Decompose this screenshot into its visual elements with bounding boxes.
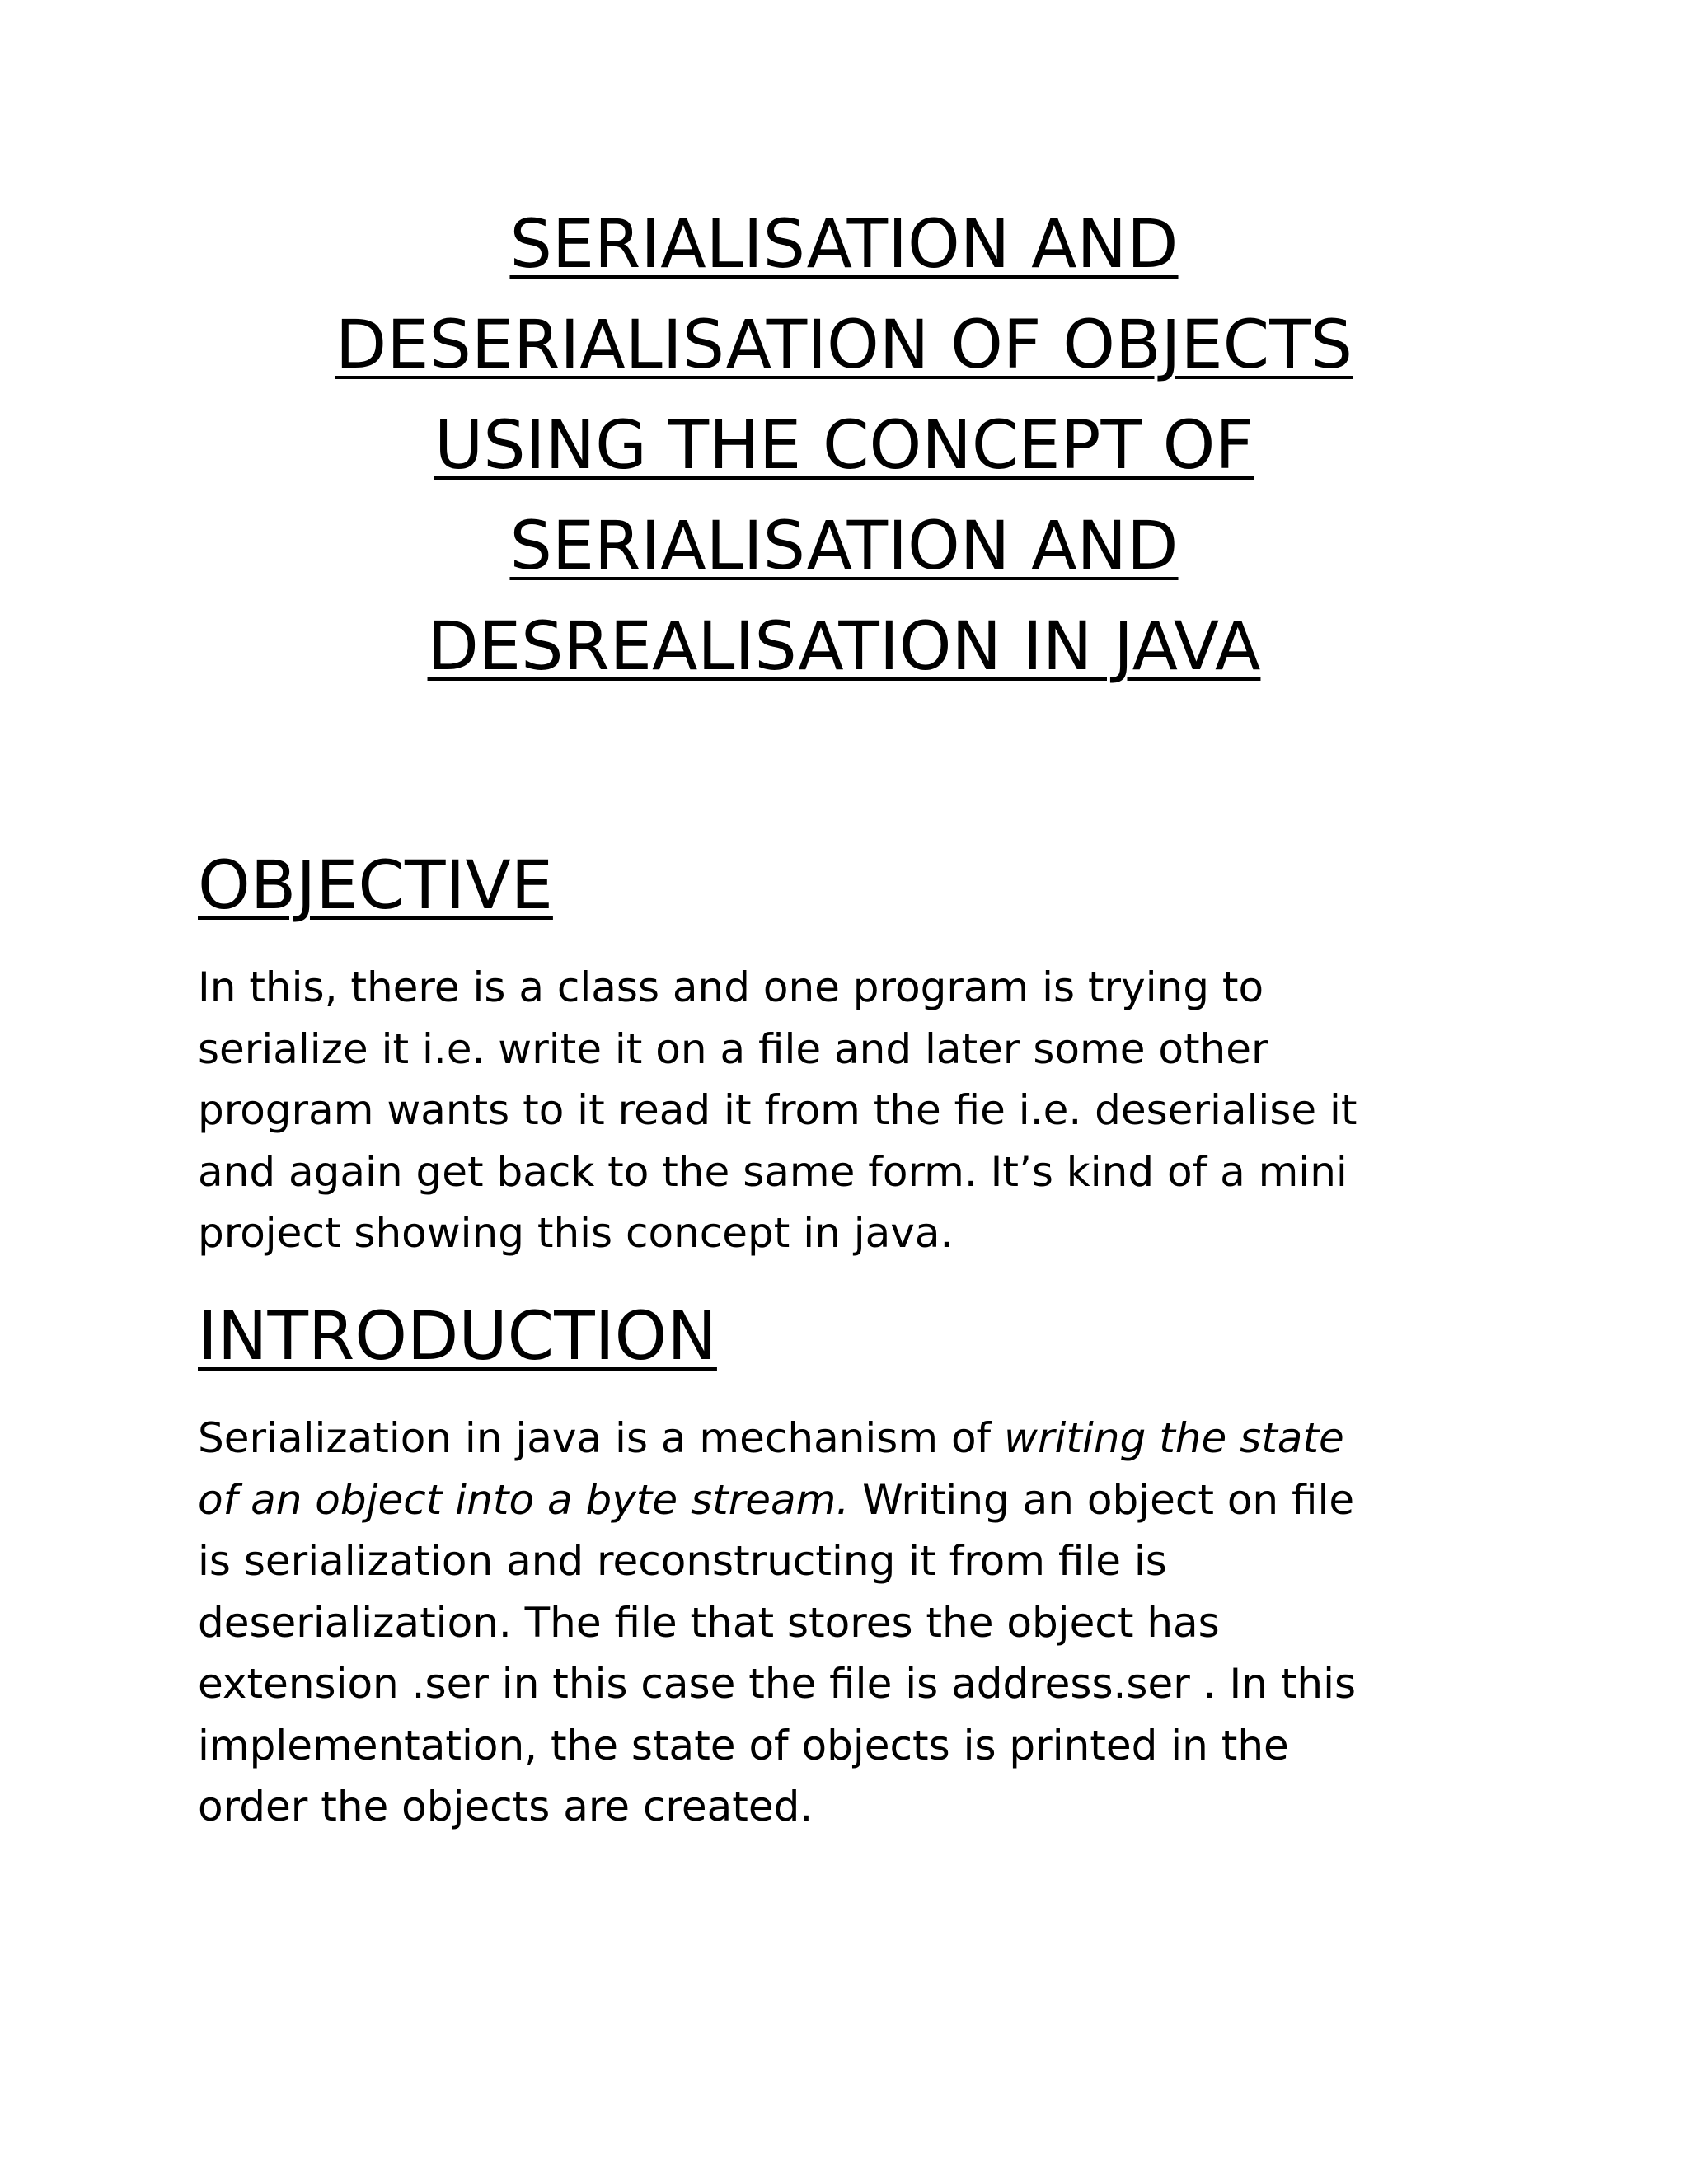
title-line-text: USING THE CONCEPT OF (434, 407, 1254, 485)
paragraph-line (198, 1408, 1533, 1469)
title-line (198, 295, 1490, 396)
intro-emphasis: of an object into a byte stream. (198, 1475, 850, 1524)
intro-line2-suffix: Writing an object on file (849, 1475, 1355, 1524)
introduction-paragraph (198, 1408, 1533, 1838)
title-line-text: DESERIALISATION OF OBJECTS (335, 307, 1353, 384)
objective-heading: OBJECTIVE (198, 847, 553, 925)
paragraph-line: In this, there is a class and one program is trying to (198, 963, 1264, 1011)
paragraph-line (198, 1469, 1533, 1531)
intro-line1-prefix: Serialization in java is a mechanism of (198, 1414, 1005, 1462)
intro-emphasis: writing the state (1004, 1414, 1344, 1462)
title-line-text: SERIALISATION AND (509, 206, 1179, 284)
paragraph-line: is serialization and reconstructing it from file is (198, 1537, 1167, 1585)
paragraph-line: deserialization. The file that stores the object has (198, 1598, 1220, 1647)
paragraph-line: program wants to it read it from the fie i.e. deserialise it (198, 1086, 1357, 1134)
title-line-text: DESREALISATION IN JAVA (427, 608, 1261, 686)
paragraph-line: and again get back to the same form. It’s kind of a mini (198, 1147, 1348, 1196)
paragraph-line: implementation, the state of objects is printed in the (198, 1721, 1289, 1769)
title-line (198, 396, 1490, 496)
paragraph-line: order the objects are created. (198, 1783, 814, 1830)
paragraph-line: extension .ser in this case the file is address.ser . In this (198, 1660, 1357, 1708)
paragraph-line: serialize it i.e. write it on a file and later some other (198, 1024, 1268, 1073)
title-line (198, 194, 1490, 295)
title-line (198, 496, 1490, 597)
title-line-text: SERIALISATION AND (509, 508, 1179, 585)
document-title (198, 194, 1490, 697)
objective-paragraph (198, 957, 1533, 1264)
introduction-heading: INTRODUCTION (198, 1298, 717, 1376)
title-line (198, 597, 1490, 697)
paragraph-line: project showing this concept in java. (198, 1209, 954, 1257)
